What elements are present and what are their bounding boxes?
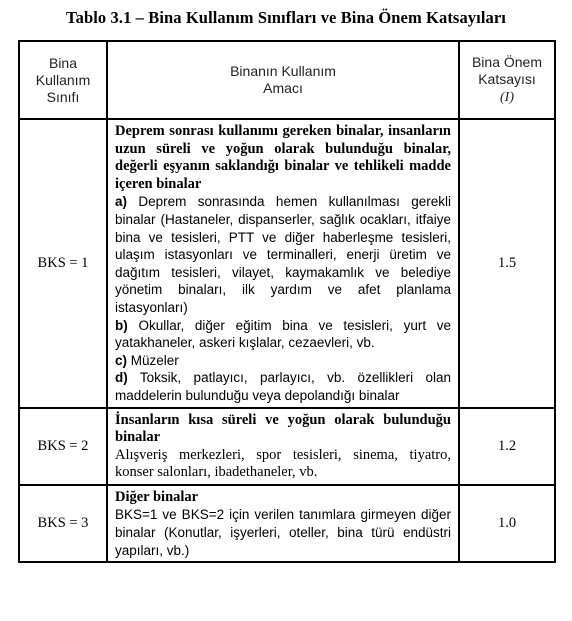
row-body: BKS=1 ve BKS=2 için verilen tanımlara girmeyen diğer binalar (Konutlar, işyerleri, oteller, bina türü endüstri yapıları, vb.)	[115, 507, 451, 558]
row-heading: İnsanların kısa süreli ve yoğun olarak bulunduğu binalar	[115, 411, 451, 446]
item-marker: b)	[115, 317, 128, 333]
building-class-table	[18, 40, 556, 563]
header-coefficient-line: Bina Önem	[471, 54, 543, 70]
class-cell: BKS = 3	[19, 485, 107, 562]
purpose-cell	[107, 485, 459, 562]
table-title: Tablo 3.1 – Bina Kullanım Sınıfları ve Bina Önem Katsayıları	[66, 8, 506, 27]
coefficient-cell: 1.5	[459, 119, 555, 408]
item-text: Müzeler	[130, 352, 179, 368]
table-row	[19, 408, 555, 485]
list-item	[115, 317, 451, 352]
class-cell: BKS = 2	[19, 408, 107, 485]
purpose-cell	[107, 408, 459, 485]
row-heading: Diğer binalar	[115, 488, 199, 505]
header-row	[19, 41, 555, 119]
header-purpose-line: Binanın Kullanım	[230, 63, 336, 79]
row-heading: Deprem sonrası kullanımı gereken binalar, insanların uzun süreli ve yoğun olarak bulunduğu binalar, değerli eşyanın saklandığı binalar ve tehlikeli madde içeren binalar	[115, 123, 451, 192]
item-text: Toksik, patlayıcı, parlayıcı, vb. özellikleri olan maddelerin bulunduğu veya depolandığı binalar	[115, 370, 451, 403]
list-item	[115, 369, 451, 404]
list-item	[115, 193, 451, 316]
item-marker: a)	[115, 194, 128, 210]
header-coefficient-symbol: (I)	[500, 90, 514, 105]
item-text: Deprem sonrasında hemen kullanılması gerekli binalar (Hastaneler, dispanserler, sağlık ocakları, itfaiye bina ve tesisleri, PTT ve diğer haberleşme tesisleri, ulaşım istasyonları ve terminalleri, enerji üretim ve dağıtım tesisleri, vilayet, kaymakamlık ve belediye yönetim binaları, ilk yardım ve afet planlama istasyonları)	[115, 194, 451, 315]
header-purpose	[107, 41, 459, 119]
purpose-cell	[107, 119, 459, 408]
list-item	[115, 352, 451, 370]
header-purpose-line: Amacı	[263, 80, 303, 96]
item-marker: c)	[115, 352, 128, 368]
item-marker: d)	[115, 370, 128, 386]
table-row	[19, 119, 555, 408]
header-coefficient	[459, 41, 555, 119]
row-body: Alışveriş merkezleri, spor tesisleri, sinema, tiyatro, konser salonları, ibadethaneler, vb.	[115, 446, 451, 481]
class-cell: BKS = 1	[19, 119, 107, 408]
item-text: Okullar, diğer eğitim bina ve tesisleri, yurt ve yatakhaneler, askeri kışlalar, cezaevleri, vb.	[115, 317, 451, 351]
table-row	[19, 485, 555, 562]
coefficient-cell: 1.0	[459, 485, 555, 562]
coefficient-cell: 1.2	[459, 408, 555, 485]
header-class-line: Kullanım	[35, 71, 91, 88]
header-class-line: Bina	[48, 54, 78, 71]
header-coefficient-line: Katsayısı	[478, 71, 536, 87]
header-class-line: Sınıfı	[46, 88, 80, 105]
header-class	[19, 41, 107, 119]
